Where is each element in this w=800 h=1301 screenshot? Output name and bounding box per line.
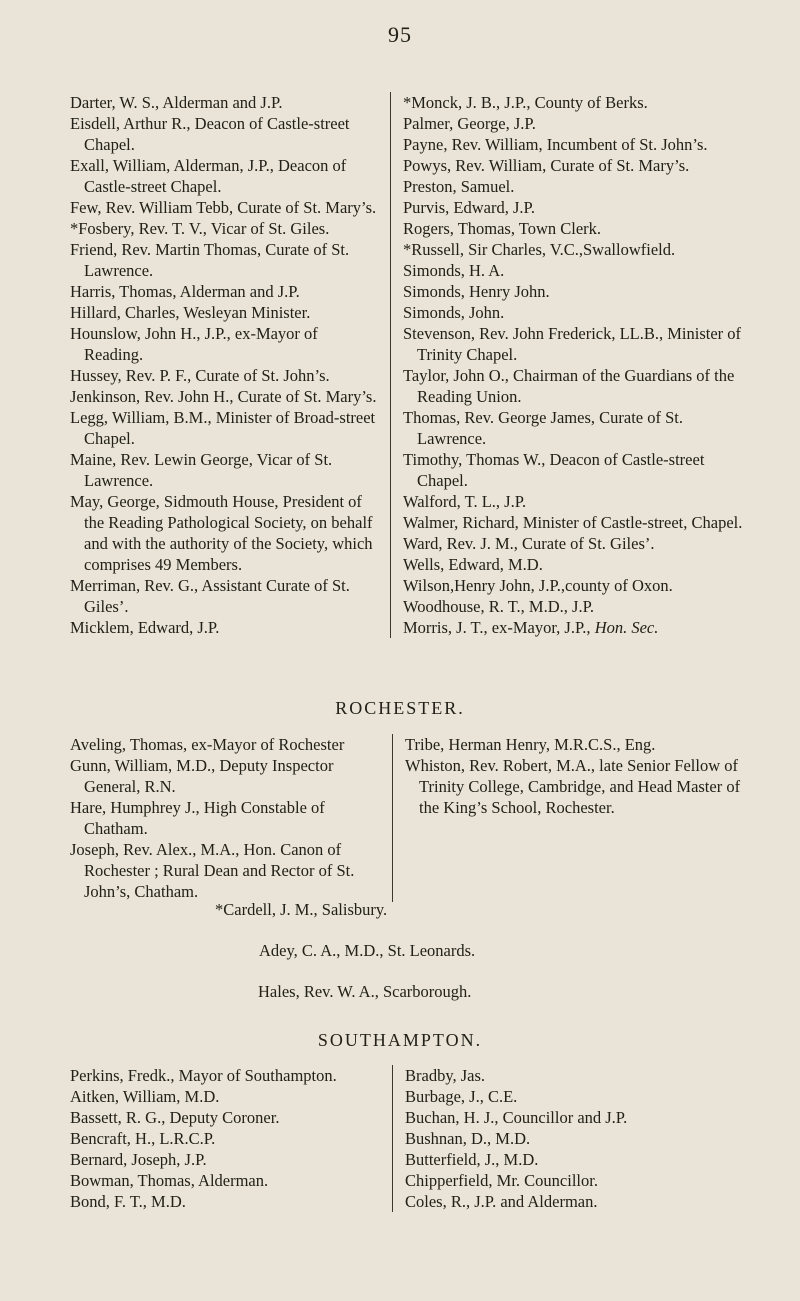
entry: Eisdell, Arthur R., Deacon of Castle-street Chapel. [70, 114, 350, 154]
entry: Wilson,Henry John, J.P.,county of Oxon. [403, 576, 673, 595]
rochester-section [70, 734, 750, 902]
southampton-section [70, 1065, 750, 1212]
entry: Purvis, Edward, J.P. [403, 198, 536, 217]
southampton-heading: SOUTHAMPTON. [317, 1030, 483, 1050]
entry: Payne, Rev. William, Incumbent of St. John’s. [403, 135, 708, 154]
entry: Bowman, Thomas, Alderman. [70, 1171, 269, 1190]
entry: Merriman, Rev. G., Assistant Curate of St. Giles’. [70, 576, 350, 616]
entry: Hounslow, John H., J.P., ex-Mayor of Reading. [70, 324, 318, 364]
entry: Perkins, Fredk., Mayor of Southampton. [70, 1066, 337, 1085]
entry: Burbage, J., C.E. [405, 1087, 518, 1106]
entry: Legg, William, B.M., Minister of Broad-street Chapel. [70, 408, 376, 448]
entry: Ward, Rev. J. M., Curate of St. Giles’. [403, 534, 655, 553]
entry: Stevenson, Rev. John Frederick, LL.B., Minister of Trinity Chapel. [403, 324, 742, 364]
entry: Harris, Thomas, Alderman and J.P. [70, 282, 300, 301]
southampton-left-column [70, 1065, 392, 1212]
first-section-right-column [391, 92, 743, 638]
entry: Hillard, Charles, Wesleyan Minister. [70, 303, 311, 322]
entry: *Russell, Sir Charles, V.C.,Swallowfield. [403, 240, 676, 259]
entry: Hare, Humphrey J., High Constable of Chatham. [70, 798, 325, 838]
entry: Thomas, Rev. George James, Curate of St. Lawrence. [403, 408, 683, 448]
page-number: 95 [388, 22, 412, 47]
entry: Tribe, Herman Henry, M.R.C.S., Eng. [405, 735, 656, 754]
entry: Walford, T. L., J.P. [403, 492, 527, 511]
entry-text: Morris, J. T., ex-Mayor, J.P., [403, 618, 591, 637]
entry: Bushnan, D., M.D. [405, 1129, 531, 1148]
entry: Maine, Rev. Lewin George, Vicar of St. Lawrence. [70, 450, 333, 490]
extra-entry: *Cardell, J. M., Salisbury. [215, 900, 388, 919]
entry: Simonds, John. [403, 303, 505, 322]
entry: Preston, Samuel. [403, 177, 515, 196]
extra-entry: Adey, C. A., M.D., St. Leonards. [259, 941, 476, 960]
entry: *Fosbery, Rev. T. V., Vicar of St. Giles. [70, 219, 330, 238]
honorary-secretary-label: Hon. Sec. [594, 618, 659, 637]
entry: Jenkinson, Rev. John H., Curate of St. Mary’s. [70, 387, 377, 406]
entry: Exall, William, Alderman, J.P., Deacon of Castle-street Chapel. [70, 156, 347, 196]
entry: Butterfield, J., M.D. [405, 1150, 539, 1169]
entry: Micklem, Edward, J.P. [70, 618, 220, 637]
entry: Gunn, William, M.D., Deputy Inspector General, R.N. [70, 756, 334, 796]
entry: May, George, Sidmouth House, President of the Reading Pathological Society, on behalf and with the authority of the Society, which comprises 49 Members. [70, 492, 373, 574]
entry: Aveling, Thomas, ex-Mayor of Rochester [70, 735, 345, 754]
first-section [70, 92, 750, 638]
entry: Simonds, H. A. [403, 261, 505, 280]
entry: Chipperfield, Mr. Councillor. [405, 1171, 598, 1190]
entry: Simonds, Henry John. [403, 282, 550, 301]
entry: Powys, Rev. William, Curate of St. Mary’s. [403, 156, 690, 175]
entry: Whiston, Rev. Robert, M.A., late Senior Fellow of Trinity College, Cambridge, and Head Master of the King’s School, Rochester. [405, 756, 741, 817]
entry: Friend, Rev. Martin Thomas, Curate of St. Lawrence. [70, 240, 350, 280]
entry: Palmer, George, J.P. [403, 114, 536, 133]
entry: Aitken, William, M.D. [70, 1087, 220, 1106]
entry: *Monck, J. B., J.P., County of Berks. [403, 93, 648, 112]
entry: Hussey, Rev. P. F., Curate of St. John’s. [70, 366, 330, 385]
entry: Darter, W. S., Alderman and J.P. [70, 93, 283, 112]
entry: Coles, R., J.P. and Alderman. [405, 1192, 598, 1211]
rochester-heading: ROCHESTER. [335, 698, 465, 718]
entry: Wells, Edward, M.D. [403, 555, 543, 574]
entry: Taylor, John O., Chairman of the Guardians of the Reading Union. [403, 366, 735, 406]
entry: Buchan, H. J., Councillor and J.P. [405, 1108, 628, 1127]
entry: Rogers, Thomas, Town Clerk. [403, 219, 602, 238]
entry: Few, Rev. William Tebb, Curate of St. Mary’s. [70, 198, 377, 217]
entry: Bradby, Jas. [405, 1066, 486, 1085]
extra-entry: Hales, Rev. W. A., Scarborough. [258, 982, 472, 1001]
rochester-left-column [70, 734, 392, 902]
entry: Walmer, Richard, Minister of Castle-street, Chapel. [403, 513, 743, 532]
southampton-right-column [393, 1065, 743, 1212]
entry: Joseph, Rev. Alex., M.A., Hon. Canon of Rochester ; Rural Dean and Rector of St. John’s, Chatham. [70, 840, 355, 901]
entry: Bassett, R. G., Deputy Coroner. [70, 1108, 280, 1127]
entry: Bernard, Joseph, J.P. [70, 1150, 207, 1169]
entry-honorary-secretary [403, 617, 743, 638]
entry: Bond, F. T., M.D. [70, 1192, 186, 1211]
entry: Woodhouse, R. T., M.D., J.P. [403, 597, 595, 616]
first-section-left-column [70, 92, 390, 638]
rochester-right-column [393, 734, 743, 902]
entry: Bencraft, H., L.R.C.P. [70, 1129, 216, 1148]
entry: Timothy, Thomas W., Deacon of Castle-street Chapel. [403, 450, 705, 490]
